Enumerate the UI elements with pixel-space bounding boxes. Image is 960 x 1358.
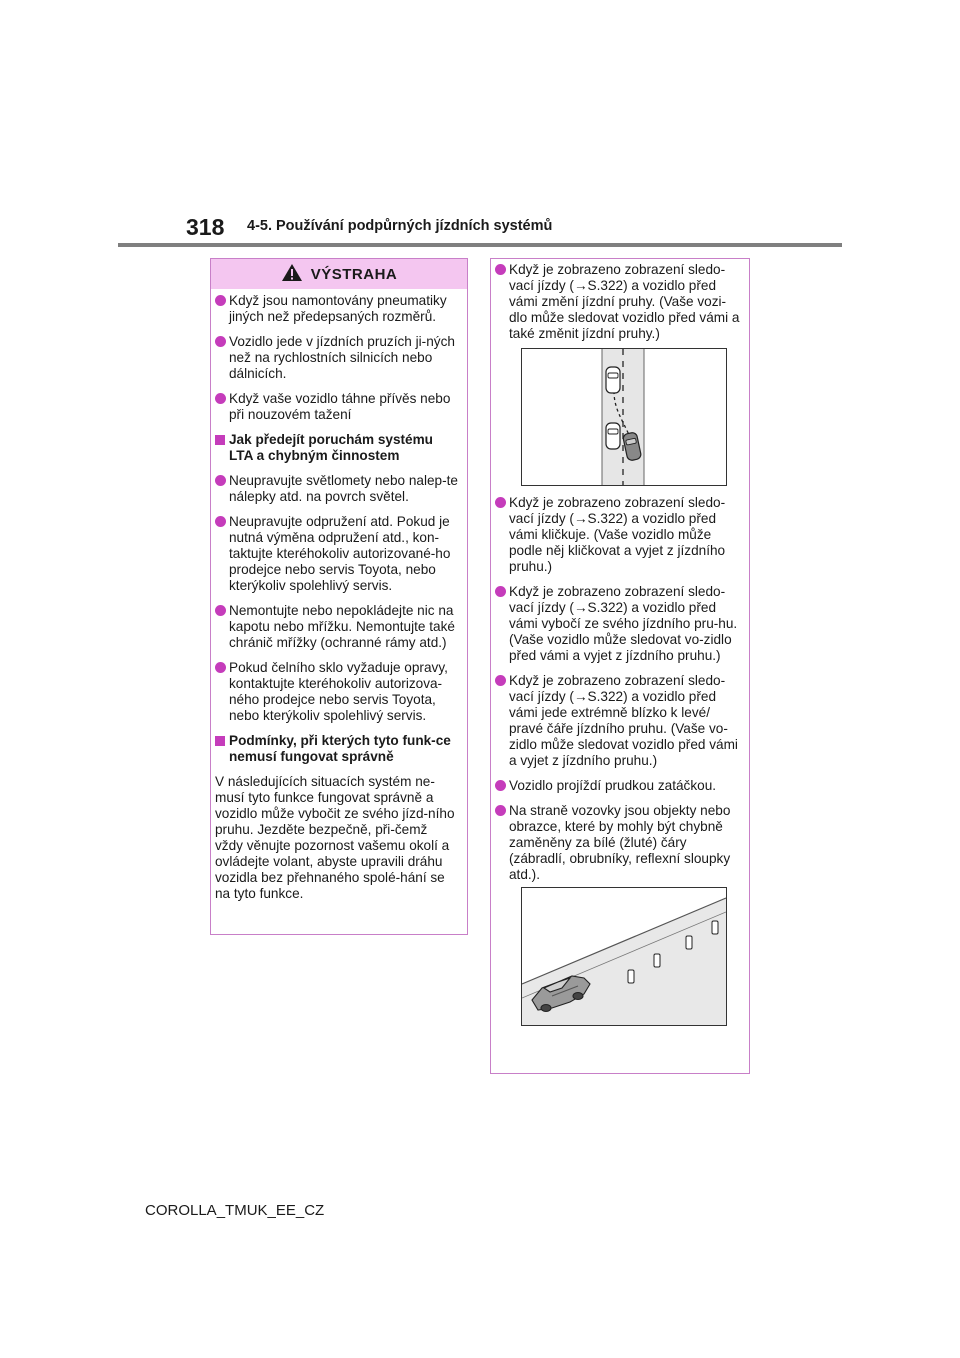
header-rule: [118, 243, 842, 247]
bullet-icon: [495, 264, 506, 275]
condition-item: [495, 584, 741, 664]
conditions-box: [490, 258, 750, 1074]
bullet-icon: [495, 497, 506, 508]
document-code: COROLLA_TMUK_EE_CZ: [145, 1202, 325, 1219]
warning-item-text: Nemontujte nebo nepokládejte nic na kapotu nebo mřížku. Nemontujte také chránič mřížky (ochranné rámy atd.): [229, 603, 455, 650]
condition-item-text: Když je zobrazeno zobrazení sledo-vací jízdy (→S.322) a vozidlo před vámi jede extrémně blízko k levé/ pravé čáře jízdního pruhu. (Vaše vo-zidlo může sledovat vozidlo před vámi a vyjet z jízdního pruhu.): [509, 673, 738, 768]
warning-header: [211, 259, 467, 289]
warning-item: [215, 603, 459, 651]
warning-item: [215, 334, 459, 382]
warning-item-text: Když vaše vozidlo táhne přívěs nebo při nouzovém tažení: [229, 391, 451, 422]
condition-item-text: Když je zobrazeno zobrazení sledo-vací jízdy (→S.322) a vozidlo před vámi vybočí ze svého jízdního pru-hu. (Vaše vozidlo může sledovat vo-zidlo před vámi a vyjet z jízdního pruhu.): [509, 584, 738, 663]
warning-triangle-icon: [281, 263, 303, 286]
bullet-icon: [215, 295, 226, 306]
warning-content: [211, 289, 467, 902]
warning-item: [215, 391, 459, 423]
bullet-icon: [215, 662, 226, 673]
condition-item: [495, 803, 741, 883]
warning-item: [215, 514, 459, 594]
warning-label: VÝSTRAHA: [310, 265, 398, 283]
lane-change-illustration: [521, 348, 727, 486]
bullet-icon: [495, 675, 506, 686]
warning-box: [210, 258, 468, 935]
condition-item-text: Když je zobrazeno zobrazení sledo-vací jízdy (→S.322) a vozidlo před vámi kličkuje. (Vaše vozidlo může podle něj kličkovat a vyjet z jízdního pruhu.): [509, 495, 726, 574]
bullet-icon: [495, 586, 506, 597]
warning-subheading-text: Podmínky, při kterých tyto funk-ce nemusí fungovat správně: [229, 733, 451, 764]
condition-item-text: Když je zobrazeno zobrazení sledo-vací jízdy (→S.322) a vozidlo před vámi změní jízdní pruhy. (Vaše vozi-dlo může sledovat vozidlo před vámi a také změnit jízdní pruhy.): [509, 262, 740, 341]
warning-subheading-text: Jak předejít poruchám systému LTA a chybným činnostem: [229, 432, 433, 463]
roadside-posts-illustration: [521, 887, 727, 1026]
warning-item-text: Neupravujte odpružení atd. Pokud je nutná výměna odpružení atd., kon-taktujte kteréhokoliv autorizované-ho prodejce nebo servis Toyota, nebo kterýkoliv spolehlivý servis.: [229, 514, 451, 593]
condition-item-text: Vozidlo projíždí prudkou zatáčkou.: [509, 778, 717, 793]
warning-item: [215, 660, 459, 724]
warning-item-text: Neupravujte světlomety nebo nalep-te nálepky atd. na povrch světel.: [229, 473, 458, 504]
square-bullet-icon: [215, 736, 225, 746]
bullet-icon: [215, 516, 226, 527]
page-number: 318: [186, 214, 225, 240]
warning-item-text: Pokud čelního sklo vyžaduje opravy, kontaktujte kteréhokoliv autorizova-ného prodejce nebo servis Toyota, nebo kterýkoliv spolehlivý servis.: [229, 660, 448, 723]
bullet-icon: [215, 393, 226, 404]
bullet-icon: [215, 605, 226, 616]
warning-item: [215, 473, 459, 505]
warning-paragraph: V následujících situacích systém ne-musí tyto funkce fungovat správně a vozidlo může vybočit ze svého jízd-ního pruhu. Jezděte bezpečně, při-čemž vždy věnujte pozornost vašemu okolí a ovládejte volant, abyste upravili dráhu vozidla bez přehnaného spolé-hání se na tyto funkce.: [215, 774, 455, 901]
bullet-icon: [215, 336, 226, 347]
section-title: 4-5. Používání podpůrných jízdních systémů: [247, 218, 553, 234]
warning-item-text: Vozidlo jede v jízdních pruzích ji-ných než na rychlostních silnicích nebo dálnicích.: [229, 334, 455, 381]
square-bullet-icon: [215, 435, 225, 445]
condition-item: [495, 495, 741, 575]
bullet-icon: [495, 805, 506, 816]
warning-item-text: Když jsou namontovány pneumatiky jiných než předepsaných rozměrů.: [229, 293, 447, 324]
warning-item: [215, 293, 459, 325]
bullet-icon: [215, 475, 226, 486]
condition-item: [495, 262, 741, 342]
condition-item: [495, 778, 741, 794]
condition-item-text: Na straně vozovky jsou objekty nebo obrazce, které by mohly být chybně zaměněny za bílé (žluté) čáry (zábradlí, obrubníky, reflexní sloupky atd.).: [509, 803, 731, 882]
condition-item: [495, 673, 741, 769]
conditions-content: [491, 259, 749, 1026]
bullet-icon: [495, 780, 506, 791]
warning-subheading: [215, 432, 459, 464]
warning-subheading: [215, 733, 459, 765]
